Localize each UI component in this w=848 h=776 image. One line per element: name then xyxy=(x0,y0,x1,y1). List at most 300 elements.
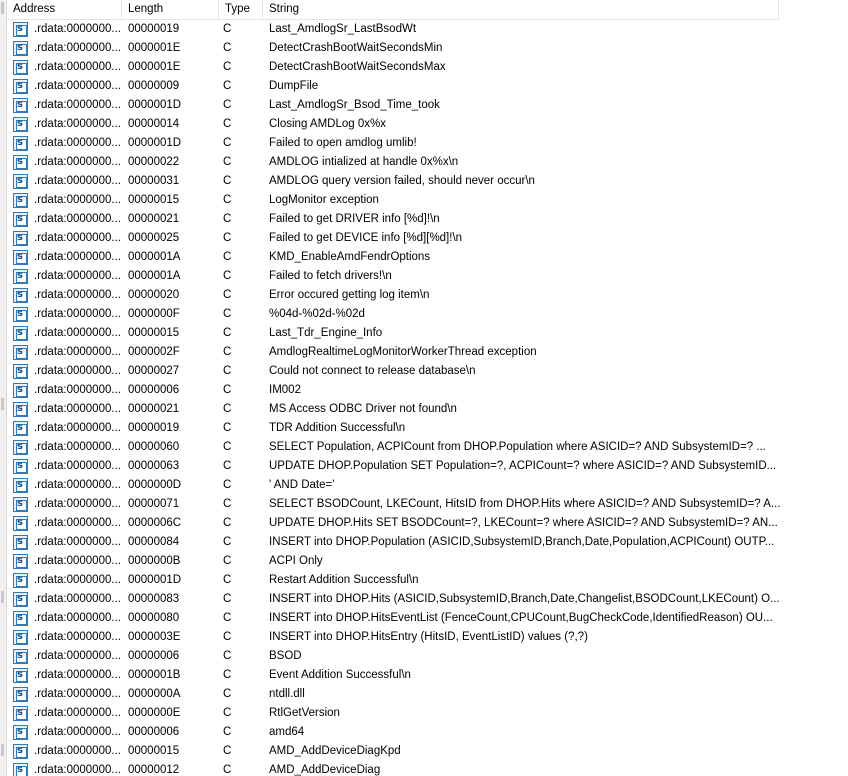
address-cell[interactable] xyxy=(7,666,122,685)
type-cell: C xyxy=(223,460,232,472)
type-cell: C xyxy=(223,156,232,168)
address-cell[interactable] xyxy=(7,77,122,96)
string-icon xyxy=(13,60,28,75)
type-cell: C xyxy=(223,536,232,548)
address-value: .rdata:0000000... xyxy=(34,232,121,244)
string-icon xyxy=(13,22,28,37)
string-icon xyxy=(13,440,28,455)
table-row[interactable] xyxy=(7,742,848,761)
address-cell[interactable] xyxy=(7,704,122,723)
type-cell: C xyxy=(223,631,232,643)
string-icon-glyph: s xyxy=(17,232,23,243)
column-header-length[interactable]: Length xyxy=(122,0,219,19)
string-icon xyxy=(13,212,28,227)
string-icon xyxy=(13,554,28,569)
table-row[interactable] xyxy=(7,134,848,153)
table-row[interactable] xyxy=(7,305,848,324)
string-icon-glyph: s xyxy=(17,270,23,281)
address-cell[interactable] xyxy=(7,153,122,172)
address-value: .rdata:0000000... xyxy=(34,251,121,263)
table-row[interactable] xyxy=(7,590,848,609)
address-cell[interactable] xyxy=(7,96,122,115)
string-icon xyxy=(13,269,28,284)
address-value: .rdata:0000000... xyxy=(34,80,121,92)
length-cell: 00000012 xyxy=(128,764,180,776)
length-cell: 00000019 xyxy=(128,23,180,35)
type-cell: C xyxy=(223,213,232,225)
length-cell: 0000001A xyxy=(128,251,181,263)
table-row[interactable] xyxy=(7,666,848,685)
address-value: .rdata:0000000... xyxy=(34,289,121,301)
string-icon-glyph: s xyxy=(17,99,23,110)
address-cell[interactable] xyxy=(7,647,122,666)
address-cell[interactable] xyxy=(7,571,122,590)
type-cell: C xyxy=(223,707,232,719)
type-cell: C xyxy=(223,232,232,244)
type-cell: C xyxy=(223,365,232,377)
string-icon xyxy=(13,250,28,265)
string-icon xyxy=(13,288,28,303)
address-value: .rdata:0000000... xyxy=(34,726,121,738)
address-cell[interactable] xyxy=(7,115,122,134)
string-icon xyxy=(13,326,28,341)
string-icon xyxy=(13,630,28,645)
string-cell: DetectCrashBootWaitSecondsMin xyxy=(269,42,443,54)
address-value: .rdata:0000000... xyxy=(34,308,121,320)
type-cell: C xyxy=(223,346,232,358)
string-cell: KMD_EnableAmdFendrOptions xyxy=(269,251,431,263)
type-cell: C xyxy=(223,99,232,111)
type-cell: C xyxy=(223,612,232,624)
address-cell[interactable] xyxy=(7,533,122,552)
table-row[interactable] xyxy=(7,704,848,723)
string-icon-glyph: s xyxy=(17,536,23,547)
length-cell: 00000021 xyxy=(128,213,180,225)
edge-marker xyxy=(1,744,4,756)
address-value: .rdata:0000000... xyxy=(34,327,121,339)
string-icon xyxy=(13,516,28,531)
string-cell: ' AND Date=' xyxy=(269,479,335,491)
table-row[interactable] xyxy=(7,571,848,590)
string-cell: Last_Tdr_Engine_Info xyxy=(269,327,383,339)
address-value: .rdata:0000000... xyxy=(34,669,121,681)
string-icon-glyph: s xyxy=(17,764,23,775)
string-icon-glyph: s xyxy=(17,631,23,642)
type-cell: C xyxy=(223,289,232,301)
string-cell: IM002 xyxy=(269,384,301,396)
string-cell: ACPI Only xyxy=(269,555,323,567)
string-icon-glyph: s xyxy=(17,555,23,566)
address-value: .rdata:0000000... xyxy=(34,270,121,282)
string-icon-glyph: s xyxy=(17,327,23,338)
table-row[interactable] xyxy=(7,457,848,476)
address-cell[interactable] xyxy=(7,267,122,286)
column-header-string[interactable]: String xyxy=(263,0,779,19)
string-icon-glyph: s xyxy=(17,137,23,148)
string-cell: Failed to fetch drivers!\n xyxy=(269,270,392,282)
address-cell[interactable] xyxy=(7,134,122,153)
type-cell: C xyxy=(223,479,232,491)
type-cell: C xyxy=(223,137,232,149)
string-cell: AmdlogRealtimeLogMonitorWorkerThread exception xyxy=(269,346,537,358)
table-row[interactable] xyxy=(7,153,848,172)
address-cell[interactable] xyxy=(7,476,122,495)
string-icon xyxy=(13,345,28,360)
string-icon xyxy=(13,573,28,588)
string-icon-glyph: s xyxy=(17,650,23,661)
table-row[interactable] xyxy=(7,229,848,248)
address-cell[interactable] xyxy=(7,685,122,704)
length-cell: 00000006 xyxy=(128,384,180,396)
string-icon-glyph: s xyxy=(17,346,23,357)
string-icon xyxy=(13,193,28,208)
length-cell: 00000015 xyxy=(128,745,180,757)
string-icon xyxy=(13,117,28,132)
address-value: .rdata:0000000... xyxy=(34,422,121,434)
type-cell: C xyxy=(223,42,232,54)
type-cell: C xyxy=(223,175,232,187)
string-cell: %04d-%02d-%02d xyxy=(269,308,365,320)
string-icon xyxy=(13,136,28,151)
address-cell[interactable] xyxy=(7,609,122,628)
string-cell: INSERT into DHOP.HitsEntry (HitsID, EventListID) values (?,?) xyxy=(269,631,588,643)
string-cell: UPDATE DHOP.Population SET Population=?, ACPICount=? where ASICID=? AND SubsystemID... xyxy=(269,460,777,472)
string-icon xyxy=(13,231,28,246)
address-value: .rdata:0000000... xyxy=(34,612,121,624)
string-cell: INSERT into DHOP.HitsEventList (FenceCount,CPUCount,BugCheckCode,IdentifiedReason) OU... xyxy=(269,612,773,624)
table-row[interactable] xyxy=(7,495,848,514)
string-icon xyxy=(13,459,28,474)
address-cell[interactable] xyxy=(7,20,122,39)
address-cell[interactable] xyxy=(7,514,122,533)
string-cell: AMD_AddDeviceDiag xyxy=(269,764,381,776)
string-icon-glyph: s xyxy=(17,213,23,224)
address-value: .rdata:0000000... xyxy=(34,631,121,643)
address-cell[interactable] xyxy=(7,552,122,571)
string-icon xyxy=(13,611,28,626)
length-cell: 00000083 xyxy=(128,593,180,605)
length-cell: 0000000B xyxy=(128,555,181,567)
address-value: .rdata:0000000... xyxy=(34,441,121,453)
string-cell: INSERT into DHOP.Population (ASICID,SubsystemID,Branch,Date,Population,ACPICount) OUTP... xyxy=(269,536,775,548)
edge-marker xyxy=(1,2,4,14)
address-value: .rdata:0000000... xyxy=(34,555,121,567)
address-cell[interactable] xyxy=(7,191,122,210)
string-icon xyxy=(13,41,28,56)
string-icon-glyph: s xyxy=(17,384,23,395)
table-row[interactable] xyxy=(7,533,848,552)
address-value: .rdata:0000000... xyxy=(34,156,121,168)
length-cell: 00000014 xyxy=(128,118,180,130)
type-cell: C xyxy=(223,555,232,567)
address-cell[interactable] xyxy=(7,457,122,476)
string-icon-glyph: s xyxy=(17,574,23,585)
type-cell: C xyxy=(223,23,232,35)
type-cell: C xyxy=(223,745,232,757)
string-cell: AMD_AddDeviceDiagKpd xyxy=(269,745,401,757)
length-cell: 0000002F xyxy=(128,346,180,358)
string-cell: amd64 xyxy=(269,726,305,738)
edge-marker xyxy=(1,591,4,603)
string-icon-glyph: s xyxy=(17,593,23,604)
table-row[interactable] xyxy=(7,685,848,704)
table-row[interactable] xyxy=(7,723,848,742)
table-row[interactable] xyxy=(7,324,848,343)
string-icon xyxy=(13,763,28,776)
table-row[interactable] xyxy=(7,381,848,400)
string-cell: SELECT Population, ACPICount from DHOP.Population where ASICID=? AND SubsystemID=? ... xyxy=(269,441,766,453)
length-cell: 00000006 xyxy=(128,726,180,738)
table-row[interactable] xyxy=(7,400,848,419)
address-value: .rdata:0000000... xyxy=(34,688,121,700)
type-cell: C xyxy=(223,593,232,605)
type-cell: C xyxy=(223,118,232,130)
table-row[interactable] xyxy=(7,77,848,96)
address-value: .rdata:0000000... xyxy=(34,517,121,529)
address-cell[interactable] xyxy=(7,381,122,400)
string-icon xyxy=(13,706,28,721)
address-value: .rdata:0000000... xyxy=(34,346,121,358)
table-row[interactable] xyxy=(7,210,848,229)
string-cell: LogMonitor exception xyxy=(269,194,379,206)
address-cell[interactable] xyxy=(7,172,122,191)
string-icon xyxy=(13,649,28,664)
address-value: .rdata:0000000... xyxy=(34,650,121,662)
type-cell: C xyxy=(223,270,232,282)
address-cell[interactable] xyxy=(7,305,122,324)
column-header xyxy=(7,0,779,20)
length-cell: 0000001E xyxy=(128,42,181,54)
address-value: .rdata:0000000... xyxy=(34,118,121,130)
table-row[interactable] xyxy=(7,20,848,39)
string-icon xyxy=(13,744,28,759)
string-icon xyxy=(13,307,28,322)
string-icon xyxy=(13,668,28,683)
string-icon-glyph: s xyxy=(17,612,23,623)
table-row[interactable] xyxy=(7,628,848,647)
string-icon-glyph: s xyxy=(17,745,23,756)
table-row[interactable] xyxy=(7,362,848,381)
column-header-address[interactable]: Address xyxy=(7,0,122,19)
string-icon xyxy=(13,592,28,607)
string-icon xyxy=(13,478,28,493)
string-icon xyxy=(13,535,28,550)
address-cell[interactable] xyxy=(7,723,122,742)
length-cell: 0000001D xyxy=(128,99,182,111)
table-row[interactable] xyxy=(7,761,848,776)
length-cell: 00000071 xyxy=(128,498,180,510)
type-cell: C xyxy=(223,327,232,339)
type-cell: C xyxy=(223,308,232,320)
address-value: .rdata:0000000... xyxy=(34,745,121,757)
address-value: .rdata:0000000... xyxy=(34,213,121,225)
address-cell[interactable] xyxy=(7,438,122,457)
table-row[interactable] xyxy=(7,476,848,495)
string-icon-glyph: s xyxy=(17,80,23,91)
string-cell: Failed to get DEVICE info [%d][%d]!\n xyxy=(269,232,463,244)
length-cell: 00000084 xyxy=(128,536,180,548)
address-cell[interactable] xyxy=(7,286,122,305)
string-cell: DumpFile xyxy=(269,80,319,92)
length-cell: 00000019 xyxy=(128,422,180,434)
address-value: .rdata:0000000... xyxy=(34,384,121,396)
string-cell: UPDATE DHOP.Hits SET BSODCount=?, LKECount=? where ASICID=? AND SubsystemID=? AN... xyxy=(269,517,778,529)
string-cell: RtlGetVersion xyxy=(269,707,340,719)
length-cell: 0000001D xyxy=(128,137,182,149)
table-row[interactable] xyxy=(7,248,848,267)
length-cell: 0000001B xyxy=(128,669,181,681)
string-icon xyxy=(13,79,28,94)
address-value: .rdata:0000000... xyxy=(34,707,121,719)
string-icon-glyph: s xyxy=(17,175,23,186)
length-cell: 00000020 xyxy=(128,289,180,301)
address-value: .rdata:0000000... xyxy=(34,498,121,510)
string-cell: Could not connect to release database\n xyxy=(269,365,476,377)
type-cell: C xyxy=(223,650,232,662)
length-cell: 00000063 xyxy=(128,460,180,472)
left-scroll-edge[interactable] xyxy=(0,0,7,776)
type-cell: C xyxy=(223,764,232,776)
type-cell: C xyxy=(223,669,232,681)
address-cell[interactable] xyxy=(7,742,122,761)
type-cell: C xyxy=(223,688,232,700)
address-cell[interactable] xyxy=(7,248,122,267)
string-cell: Error occured getting log item\n xyxy=(269,289,430,301)
address-cell[interactable] xyxy=(7,628,122,647)
string-icon-glyph: s xyxy=(17,403,23,414)
string-cell: Last_AmdlogSr_LastBsodWt xyxy=(269,23,417,35)
length-cell: 0000000E xyxy=(128,707,181,719)
string-icon xyxy=(13,687,28,702)
address-value: .rdata:0000000... xyxy=(34,99,121,111)
address-cell[interactable] xyxy=(7,590,122,609)
string-icon-glyph: s xyxy=(17,669,23,680)
address-value: .rdata:0000000... xyxy=(34,479,121,491)
string-cell: Restart Addition Successful\n xyxy=(269,574,419,586)
string-icon-glyph: s xyxy=(17,42,23,53)
address-cell[interactable] xyxy=(7,39,122,58)
address-cell[interactable] xyxy=(7,229,122,248)
string-cell: SELECT BSODCount, LKECount, HitsID from DHOP.Hits where ASICID=? AND SubsystemID=? A... xyxy=(269,498,781,510)
type-cell: C xyxy=(223,194,232,206)
address-value: .rdata:0000000... xyxy=(34,365,121,377)
string-icon xyxy=(13,98,28,113)
string-icon xyxy=(13,402,28,417)
table-row[interactable] xyxy=(7,172,848,191)
string-icon xyxy=(13,155,28,170)
table-row[interactable] xyxy=(7,96,848,115)
address-value: .rdata:0000000... xyxy=(34,536,121,548)
table-row[interactable] xyxy=(7,267,848,286)
string-icon xyxy=(13,497,28,512)
table-row[interactable] xyxy=(7,514,848,533)
address-cell[interactable] xyxy=(7,343,122,362)
length-cell: 0000001E xyxy=(128,61,181,73)
address-value: .rdata:0000000... xyxy=(34,23,121,35)
length-cell: 00000021 xyxy=(128,403,180,415)
address-cell[interactable] xyxy=(7,495,122,514)
type-cell: C xyxy=(223,251,232,263)
string-cell: BSOD xyxy=(269,650,302,662)
address-value: .rdata:0000000... xyxy=(34,137,121,149)
table-row[interactable] xyxy=(7,191,848,210)
length-cell: 0000003E xyxy=(128,631,181,643)
string-icon-glyph: s xyxy=(17,688,23,699)
table-row[interactable] xyxy=(7,647,848,666)
string-icon xyxy=(13,421,28,436)
string-icon-glyph: s xyxy=(17,707,23,718)
table-row[interactable] xyxy=(7,286,848,305)
table-row[interactable] xyxy=(7,115,848,134)
table-row[interactable] xyxy=(7,552,848,571)
strings-table-body xyxy=(7,20,848,776)
length-cell: 00000022 xyxy=(128,156,180,168)
type-cell: C xyxy=(223,384,232,396)
string-icon-glyph: s xyxy=(17,251,23,262)
address-cell[interactable] xyxy=(7,761,122,776)
string-cell: Closing AMDLog 0x%x xyxy=(269,118,386,130)
string-cell: INSERT into DHOP.Hits (ASICID,SubsystemID,Branch,Date,Changelist,BSODCount,LKECount) O... xyxy=(269,593,780,605)
length-cell: 0000001D xyxy=(128,574,182,586)
address-cell[interactable] xyxy=(7,324,122,343)
address-cell[interactable] xyxy=(7,400,122,419)
table-row[interactable] xyxy=(7,609,848,628)
type-cell: C xyxy=(223,80,232,92)
string-icon-glyph: s xyxy=(17,365,23,376)
length-cell: 0000001A xyxy=(128,270,181,282)
length-cell: 00000080 xyxy=(128,612,180,624)
type-cell: C xyxy=(223,403,232,415)
table-row[interactable] xyxy=(7,58,848,77)
string-icon-glyph: s xyxy=(17,23,23,34)
address-cell[interactable] xyxy=(7,362,122,381)
string-icon-glyph: s xyxy=(17,460,23,471)
string-icon-glyph: s xyxy=(17,726,23,737)
length-cell: 00000025 xyxy=(128,232,180,244)
address-cell[interactable] xyxy=(7,210,122,229)
string-icon-glyph: s xyxy=(17,61,23,72)
address-cell[interactable] xyxy=(7,58,122,77)
table-row[interactable] xyxy=(7,438,848,457)
string-icon xyxy=(13,364,28,379)
length-cell: 00000015 xyxy=(128,194,180,206)
string-cell: ntdll.dll xyxy=(269,688,305,700)
type-cell: C xyxy=(223,441,232,453)
string-cell: DetectCrashBootWaitSecondsMax xyxy=(269,61,446,73)
type-cell: C xyxy=(223,574,232,586)
table-row[interactable] xyxy=(7,419,848,438)
string-cell: TDR Addition Successful\n xyxy=(269,422,406,434)
string-icon xyxy=(13,725,28,740)
type-cell: C xyxy=(223,61,232,73)
address-value: .rdata:0000000... xyxy=(34,42,121,54)
length-cell: 0000000D xyxy=(128,479,182,491)
string-icon-glyph: s xyxy=(17,308,23,319)
length-cell: 00000027 xyxy=(128,365,180,377)
string-cell: MS Access ODBC Driver not found\n xyxy=(269,403,457,415)
address-value: .rdata:0000000... xyxy=(34,593,121,605)
string-cell: AMDLOG query version failed, should never occur\n xyxy=(269,175,535,187)
address-value: .rdata:0000000... xyxy=(34,403,121,415)
string-icon-glyph: s xyxy=(17,422,23,433)
table-row[interactable] xyxy=(7,39,848,58)
address-cell[interactable] xyxy=(7,419,122,438)
string-icon-glyph: s xyxy=(17,441,23,452)
type-cell: C xyxy=(223,726,232,738)
column-header-type[interactable]: Type xyxy=(219,0,263,19)
table-row[interactable] xyxy=(7,343,848,362)
string-icon-glyph: s xyxy=(17,156,23,167)
